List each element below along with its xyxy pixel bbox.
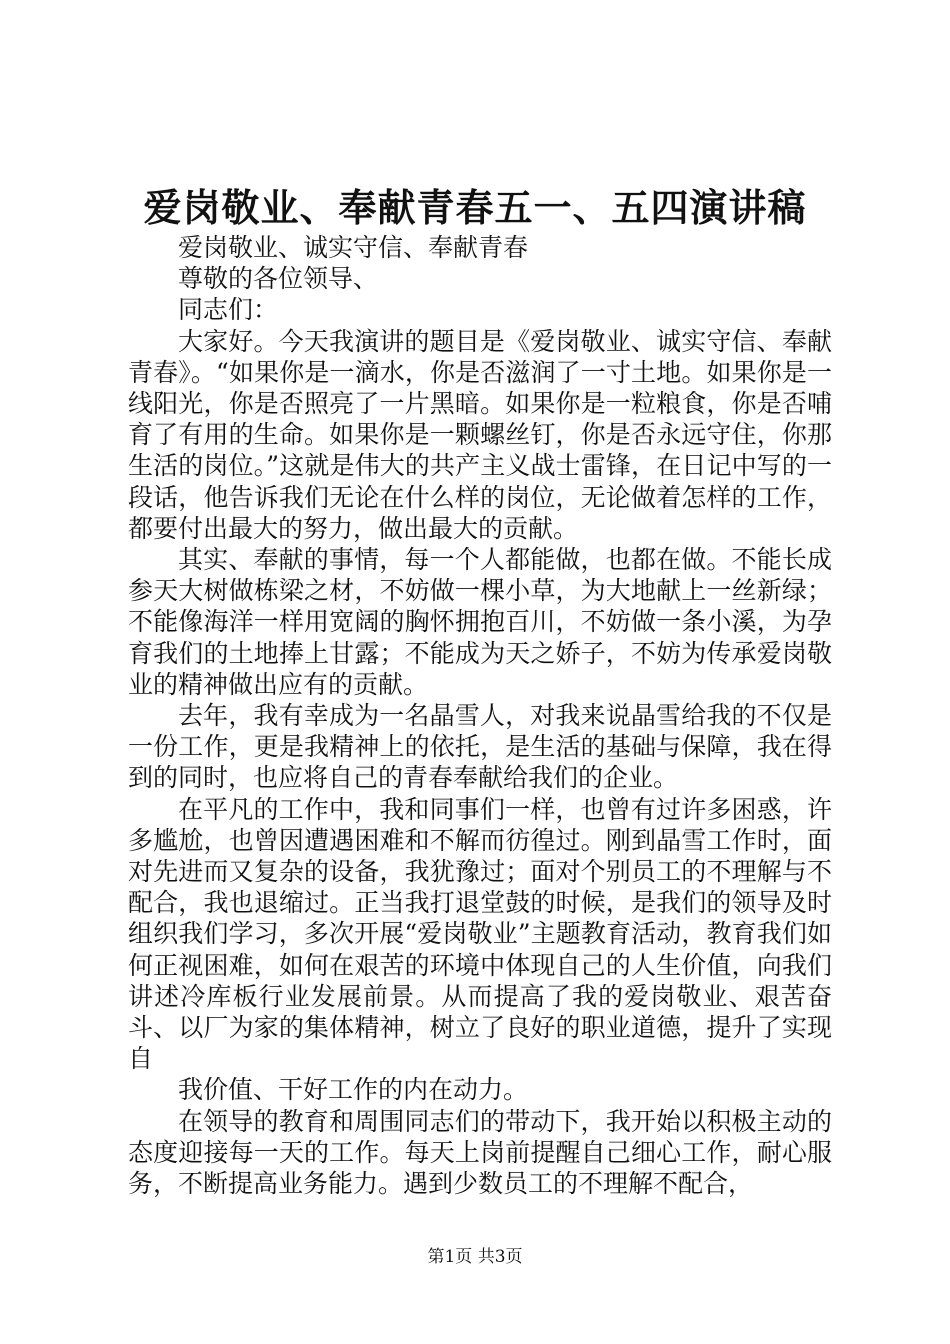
paragraph: 去年，我有幸成为一名晶雪人，对我来说晶雪给我的不仅是一份工作，更是我精神上的依托，是生活的基础与保障，我在得到的同时，也应将自己的青春奉献给我们的企业。 xyxy=(128,701,832,793)
document-title: 爱岗敬业、奉献青春五一、五四演讲稿 xyxy=(143,185,807,230)
page-footer: 第1页 共3页 xyxy=(427,1247,523,1267)
paragraph: 其实、奉献的事情，每一个人都能做，也都在做。不能长成参天大树做栋梁之材，不妨做一棵小草，为大地献上一丝新绿；不能像海洋一样用宽阔的胸怀拥抱百川，不妨做一条小溪，为孕育我们的土地捧上甘露；不能成为天之娇子，不妨为传承爱岗敬业的精神做出应有的贡献。 xyxy=(128,545,832,699)
paragraph: 我价值、干好工作的内在动力。 xyxy=(178,1075,529,1105)
salutation-comrades: 同志们： xyxy=(178,295,279,325)
salutation-leaders: 尊敬的各位领导、 xyxy=(178,264,379,294)
paragraph: 在领导的教育和周围同志们的带动下，我开始以积极主动的态度迎接每一天的工作。每天上岗前提醒自己细心工作，耐心服务，不断提高业务能力。遇到少数员工的不理解不配合， xyxy=(128,1106,832,1199)
speech-subtitle: 爱岗敬业、诚实守信、奉献青春 xyxy=(178,233,529,262)
paragraph: 在平凡的工作中，我和同事们一样，也曾有过许多困惑，许多尴尬，也曾因遭遇困难和不解而彷徨过。刚到晶雪工作时，面对先进而又复杂的设备，我犹豫过；面对个别员工的不理解与不配合，我也退缩过。正当我打退堂鼓的时候，是我们的领导及时组织我们学习，多次开展“爱岗敬业”主题教育活动，教育我们如何正视困难，如何在艰苦的环境中体现自己的人生价值，向我们讲述冷库板行业发展前景。从而提高了我的爱岗敬业、艰苦奋斗、以厂为家的集体精神，树立了良好的职业道德，提升了实现自 xyxy=(128,794,832,1074)
document-body xyxy=(128,232,832,1199)
paragraph: 大家好。今天我演讲的题目是《爱岗敬业、诚实守信、奉献青春》。“如果你是一滴水，你是否滋润了一寸土地。如果你是一线阳光，你是否照亮了一片黑暗。如果你是一粒粮食，你是否哺育了有用的生命。如果你是一颗螺丝钉，你是否永远守住，你那生活的岗位。”这就是伟大的共产主义战士雷锋，在日记中写的一段话，他告诉我们无论在什么样的岗位，无论做着怎样的工作，都要付出最大的努力，做出最大的贡献。 xyxy=(128,326,832,543)
